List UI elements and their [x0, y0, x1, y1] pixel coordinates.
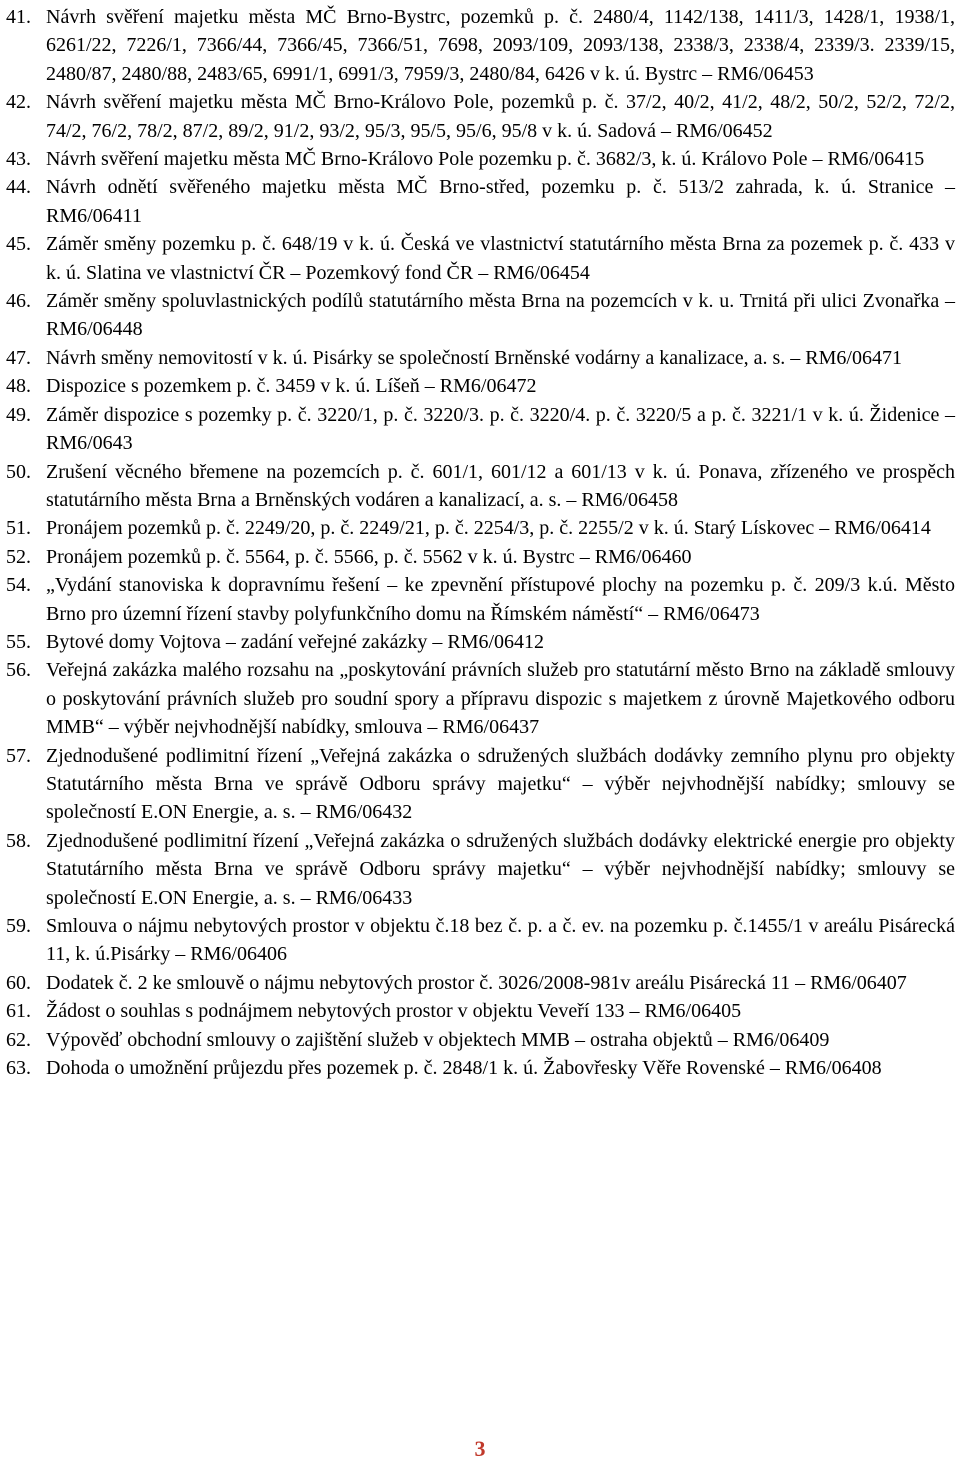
agenda-item-62 [6, 1026, 955, 1054]
item-number: 47. [6, 346, 31, 369]
item-number: 46. [6, 290, 31, 313]
item-number: 50. [6, 460, 31, 483]
item-number: 62. [6, 1028, 31, 1051]
agenda-item-43 [6, 145, 955, 173]
item-number: 41. [6, 6, 31, 28]
agenda-list [6, 3, 955, 1082]
item-text: Zjednodušené podlimitní řízení „Veřejná zakázka o sdružených službách dodávky elektrické energie pro objekty Statutárního města Brna ve správě Odboru správy majetku“ – výběr nejvhodnější nabídky; smlouvy se společností E.ON Energie, a. s. – RM6/06433 [46, 829, 955, 909]
item-number: 42. [6, 91, 31, 114]
item-text: Návrh odnětí svěřeného majetku města MČ Brno-střed, pozemku p. č. 513/2 zahrada, k. ú. Stranice – RM6/06411 [46, 176, 955, 227]
item-text: Pronájem pozemků p. č. 2249/20, p. č. 2249/21, p. č. 2254/3, p. č. 2255/2 v k. ú. Starý Lískovec – RM6/06414 [46, 517, 931, 540]
item-number: 55. [6, 630, 31, 653]
item-text: Veřejná zakázka malého rozsahu na „poskytování právních služeb pro statutární město Brno na základě smlouvy o poskytování právních služeb pro soudní spory a přípravu dispozic s majetkem z úrovně Majetkového odboru MMB“ – výběr nejvhodnější nabídky, smlouva – RM6/06437 [46, 659, 955, 739]
agenda-item-50 [6, 458, 955, 515]
item-text: Pronájem pozemků p. č. 5564, p. č. 5566, p. č. 5562 v k. ú. Bystrc – RM6/06460 [46, 545, 692, 568]
item-text: Zjednodušené podlimitní řízení „Veřejná zakázka o sdružených službách dodávky zemního plynu pro objekty Statutárního města Brna ve správě Odboru správy majetku“ – výběr nejvhodnější nabídky; smlouvy se společností E.ON Energie, a. s. – RM6/06432 [46, 744, 955, 824]
item-text: Návrh svěření majetku města MČ Brno-Královo Pole pozemku p. č. 3682/3, k. ú. Královo Pole – RM6/06415 [46, 148, 925, 171]
item-number: 63. [6, 1057, 31, 1080]
item-text: Záměr dispozice s pozemky p. č. 3220/1, p. č. 3220/3. p. č. 3220/4. p. č. 3220/5 a p. č. 3221/1 v k. ú. Židenice – RM6/0643 [46, 403, 955, 455]
item-number: 57. [6, 744, 31, 767]
agenda-item-52 [6, 543, 955, 571]
item-number: 51. [6, 517, 31, 540]
item-text: Zrušení věcného břemene na pozemcích p. č. 601/1, 601/12 a 601/13 v k. ú. Ponava, zřízeného ve prospěch statutárního města Brna a Brněnských vodáren a kanalizací, a. s. – RM6/06458 [46, 460, 955, 511]
item-number: 45. [6, 233, 31, 256]
item-number: 61. [6, 1000, 31, 1023]
agenda-item-46 [6, 287, 955, 344]
item-number: 59. [6, 915, 31, 937]
item-number: 58. [6, 829, 31, 852]
item-number: 56. [6, 659, 31, 682]
item-number: 54. [6, 574, 31, 597]
agenda-item-61 [6, 997, 955, 1025]
agenda-item-49 [6, 401, 955, 458]
agenda-item-56 [6, 656, 955, 741]
agenda-item-45 [6, 230, 955, 287]
agenda-item-47 [6, 344, 955, 372]
item-text: Dispozice s pozemkem p. č. 3459 v k. ú. Líšeň – RM6/06472 [46, 375, 537, 398]
item-number: 52. [6, 545, 31, 568]
item-number: 43. [6, 148, 31, 171]
agenda-item-48 [6, 372, 955, 400]
item-number: 60. [6, 971, 31, 994]
item-text: Dodatek č. 2 ke smlouvě o nájmu nebytových prostor č. 3026/2008-981v areálu Pisárecká 11 – RM6/06407 [46, 971, 907, 994]
item-number: 49. [6, 403, 31, 426]
item-text: Bytové domy Vojtova – zadání veřejné zakázky – RM6/06412 [46, 630, 545, 653]
item-text: Smlouva o nájmu nebytových prostor v objektu č.18 bez č. p. a č. ev. na pozemku p. č.1455/1 v areálu Pisárecká 11, k. ú.Pisárky – RM6/06406 [46, 915, 955, 966]
agenda-item-63 [6, 1054, 955, 1082]
item-text: Návrh svěření majetku města MČ Brno-Bystrc, pozemků p. č. 2480/4, 1142/138, 1411/3, 1428/1, 1938/1, 6261/22, 7226/1, 7366/44, 7366/45, 7366/51, 7698, 2093/109, 2093/138, 2338/3, 2338/4, 2339/3. 2339/15, 2480/87, 2480/88, 2483/65, 6991/1, 6991/3, 7959/3, 2480/84, 6426 v k. ú. Bystrc – RM6/06453 [46, 6, 955, 85]
agenda-item-60 [6, 969, 955, 997]
agenda-item-44 [6, 173, 955, 230]
agenda-item-51 [6, 514, 955, 542]
agenda-item-41 [6, 3, 955, 88]
agenda-item-57 [6, 742, 955, 827]
agenda-item-58 [6, 827, 955, 912]
item-number: 48. [6, 375, 31, 398]
item-text: Záměr směny spoluvlastnických podílů statutárního města Brna na pozemcích v k. u. Trnitá při ulici Zvonařka – RM6/06448 [46, 290, 955, 341]
item-text: Žádost o souhlas s podnájmem nebytových prostor v objektu Veveří 133 – RM6/06405 [46, 1000, 742, 1023]
item-text: Záměr směny pozemku p. č. 648/19 v k. ú. Česká ve vlastnictví statutárního města Brna za pozemek p. č. 433 v k. ú. Slatina ve vlastnictví ČR – Pozemkový fond ČR – RM6/06454 [46, 233, 955, 284]
agenda-item-54 [6, 571, 955, 628]
item-text: „Vydání stanoviska k dopravnímu řešení – ke zpevnění přístupové plochy na pozemku p. č. 209/3 k.ú. Město Brno pro územní řízení stavby polyfunkčního domu na Římském náměstí“ – RM6/06473 [46, 574, 955, 625]
item-number: 44. [6, 176, 31, 199]
page-number: 3 [474, 1436, 486, 1461]
item-text: Dohoda o umožnění průjezdu přes pozemek p. č. 2848/1 k. ú. Žabovřesky Věře Rovenské – RM6/06408 [46, 1057, 882, 1080]
item-text: Výpověď obchodní smlouvy o zajištění služeb v objektech MMB – ostraha objektů – RM6/06409 [46, 1028, 830, 1051]
agenda-item-55 [6, 628, 955, 656]
agenda-item-42 [6, 88, 955, 145]
item-text: Návrh svěření majetku města MČ Brno-Královo Pole, pozemků p. č. 37/2, 40/2, 41/2, 48/2, 50/2, 52/2, 72/2, 74/2, 76/2, 78/2, 87/2, 89/2, 91/2, 93/2, 95/3, 95/5, 95/6, 95/8 v k. ú. Sadová – RM6/06452 [46, 91, 955, 142]
item-text: Návrh směny nemovitostí v k. ú. Pisárky se společností Brněnské vodárny a kanalizace, a. s. – RM6/06471 [46, 346, 902, 369]
agenda-item-59 [6, 912, 955, 969]
